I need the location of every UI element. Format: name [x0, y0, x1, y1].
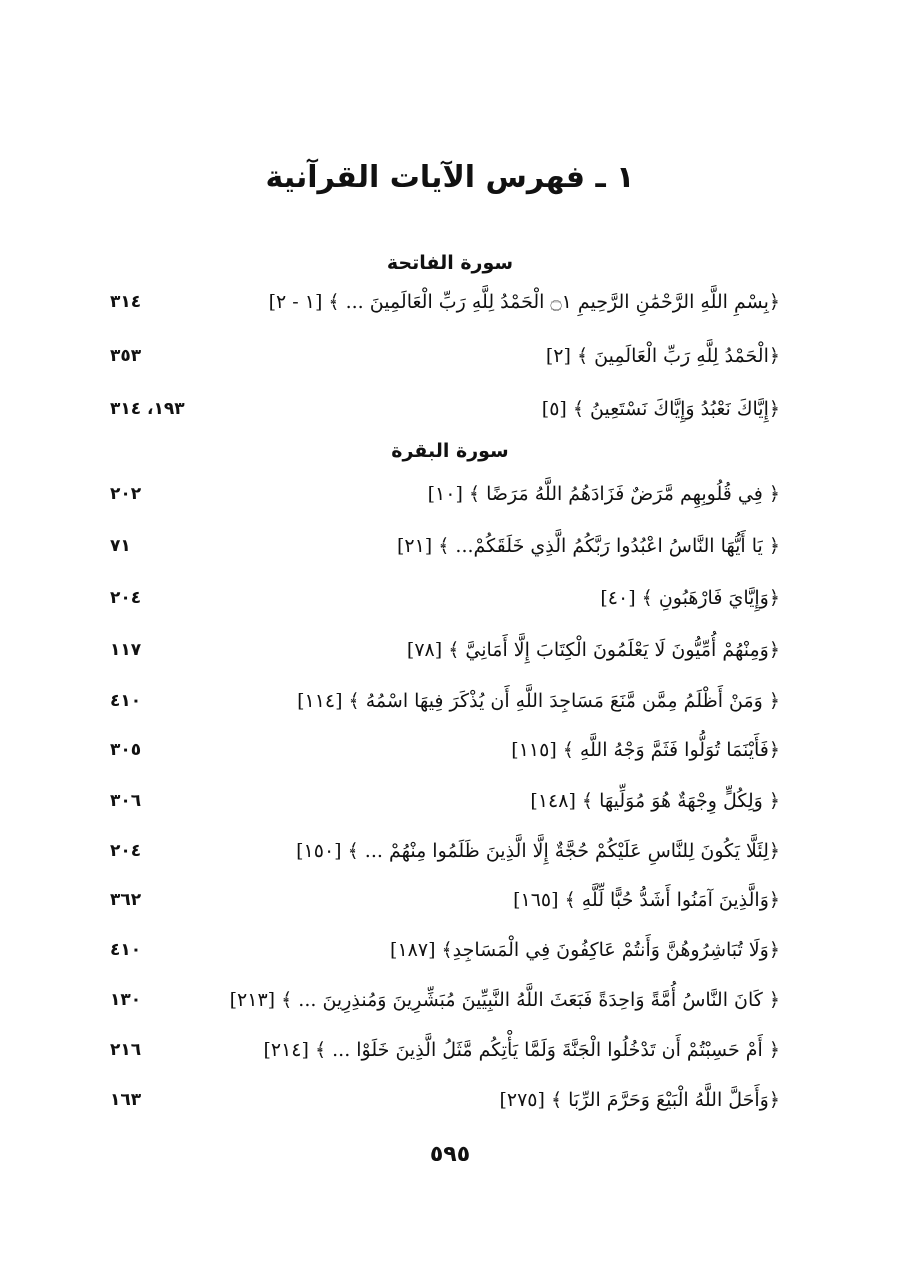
- verse-entry: [0, 578, 900, 618]
- verse-text: ﴿لِئَلَّا يَكُونَ لِلنَّاسِ عَلَيْكُمْ حُجَّةٌ إِلَّا الَّذِينَ ظَلَمُوا مِنْهُمْ ... ﴾ [١٥٠]: [296, 840, 780, 862]
- page-reference: ٢١٦: [110, 1040, 142, 1060]
- page-reference: ٣٠٥: [110, 740, 142, 760]
- page-reference: ٤١٠: [110, 691, 142, 711]
- page-reference: ٧١: [110, 536, 131, 556]
- verse-text: ﴿ كَانَ النَّاسُ أُمَّةً وَاحِدَةً فَبَعَثَ اللَّهُ النَّبِيِّينَ مُبَشِّرِينَ وَمُنذِرِينَ ... ﴾ [٢١٣]: [229, 989, 780, 1011]
- verse-text: ﴿ فِي قُلُوبِهِم مَّرَضٌ فَزَادَهُمُ اللَّهُ مَرَضًا ﴾ [١٠]: [427, 483, 780, 505]
- verse-text: ﴿وَمِنْهُمْ أُمِّيُّونَ لَا يَعْلَمُونَ الْكِتَابَ إِلَّا أَمَانِيَّ ﴾ [٧٨]: [406, 639, 780, 661]
- page-reference: ٢٠٤: [110, 841, 142, 861]
- verse-text: ﴿وَالَّذِينَ آمَنُوا أَشَدُّ حُبًّا لِّلَّهِ ﴾ [١٦٥]: [513, 889, 780, 911]
- page-reference: ٢٠٢: [110, 484, 142, 504]
- verse-entry: [0, 1030, 900, 1070]
- page-reference: ١٦٣: [110, 1090, 142, 1110]
- verse-text: ﴿ وَلِكُلٍّ وِجْهَةٌ هُوَ مُوَلِّيهَا ﴾ [١٤٨]: [530, 790, 780, 812]
- verse-entry: [0, 474, 900, 514]
- page-reference: ٣٥٣: [110, 346, 142, 366]
- page-title: ١ ـ فهرس الآيات القرآنية: [265, 160, 635, 195]
- page-number: ٥٩٥: [429, 1142, 471, 1167]
- verse-entry: [0, 831, 900, 871]
- surah-heading: سورة الفاتحة: [386, 252, 514, 274]
- verse-text: ﴿إِيَّاكَ نَعْبُدُ وَإِيَّاكَ نَسْتَعِينُ ﴾ [٥]: [541, 398, 780, 420]
- verse-text: ﴿فَأَيْنَمَا تُوَلُّوا فَثَمَّ وَجْهُ اللَّهِ ﴾ [١١٥]: [511, 739, 780, 761]
- page-reference: ٣١٤: [110, 292, 142, 312]
- page-reference: ٣٠٦: [110, 791, 142, 811]
- verse-entry: [0, 389, 900, 429]
- verse-text: ﴿ وَمَنْ أَظْلَمُ مِمَّن مَّنَعَ مَسَاجِدَ اللَّهِ أَن يُذْكَرَ فِيهَا اسْمُهُ ﴾ [١١٤]: [297, 690, 780, 712]
- page-reference: ١١٧: [110, 640, 142, 660]
- verse-text: ﴿وَلَا تُبَاشِرُوهُنَّ وَأَنتُمْ عَاكِفُونَ فِي الْمَسَاجِدِ﴾ [١٨٧]: [390, 939, 780, 961]
- verse-text: ﴿بِسْمِ اللَّهِ الرَّحْمَٰنِ الرَّحِيمِ ۝١ الْحَمْدُ لِلَّهِ رَبِّ الْعَالَمِينَ ... ﴾ [١ - ٢]: [268, 291, 780, 313]
- verse-entry: [0, 781, 900, 821]
- verse-entry: [0, 880, 900, 920]
- page-reference: ٤١٠: [110, 940, 142, 960]
- verse-entry: [0, 930, 900, 970]
- page-reference: ١٣٠: [110, 990, 142, 1010]
- verse-entry: [0, 1080, 900, 1120]
- verse-entry: [0, 282, 900, 322]
- verse-entry: [0, 526, 900, 566]
- verse-entry: [0, 980, 900, 1020]
- verse-text: ﴿وَإِيَّايَ فَارْهَبُونِ ﴾ [٤٠]: [600, 587, 780, 609]
- verse-entry: [0, 336, 900, 376]
- page-reference: ٢٠٤: [110, 588, 142, 608]
- verse-entry: [0, 681, 900, 721]
- verse-text: ﴿الْحَمْدُ لِلَّهِ رَبِّ الْعَالَمِينَ ﴾ [٢]: [545, 345, 780, 367]
- verse-entry: [0, 630, 900, 670]
- page-reference: ١٩٣، ٣١٤: [110, 399, 185, 419]
- page-reference: ٣٦٢: [110, 890, 142, 910]
- verse-text: ﴿وَأَحَلَّ اللَّهُ الْبَيْعَ وَحَرَّمَ الرِّبَا ﴾ [٢٧٥]: [499, 1089, 780, 1111]
- verse-text: ﴿ أَمْ حَسِبْتُمْ أَن تَدْخُلُوا الْجَنَّةَ وَلَمَّا يَأْتِكُم مَّثَلُ الَّذِينَ خَلَوْا ... ﴾ [٢١٤]: [263, 1039, 780, 1061]
- surah-heading: سورة البقرة: [391, 440, 509, 462]
- verse-entry: [0, 730, 900, 770]
- verse-text: ﴿ يَا أَيُّهَا النَّاسُ اعْبُدُوا رَبَّكُمُ الَّذِي خَلَقَكُمْ... ﴾ [٢١]: [396, 535, 780, 557]
